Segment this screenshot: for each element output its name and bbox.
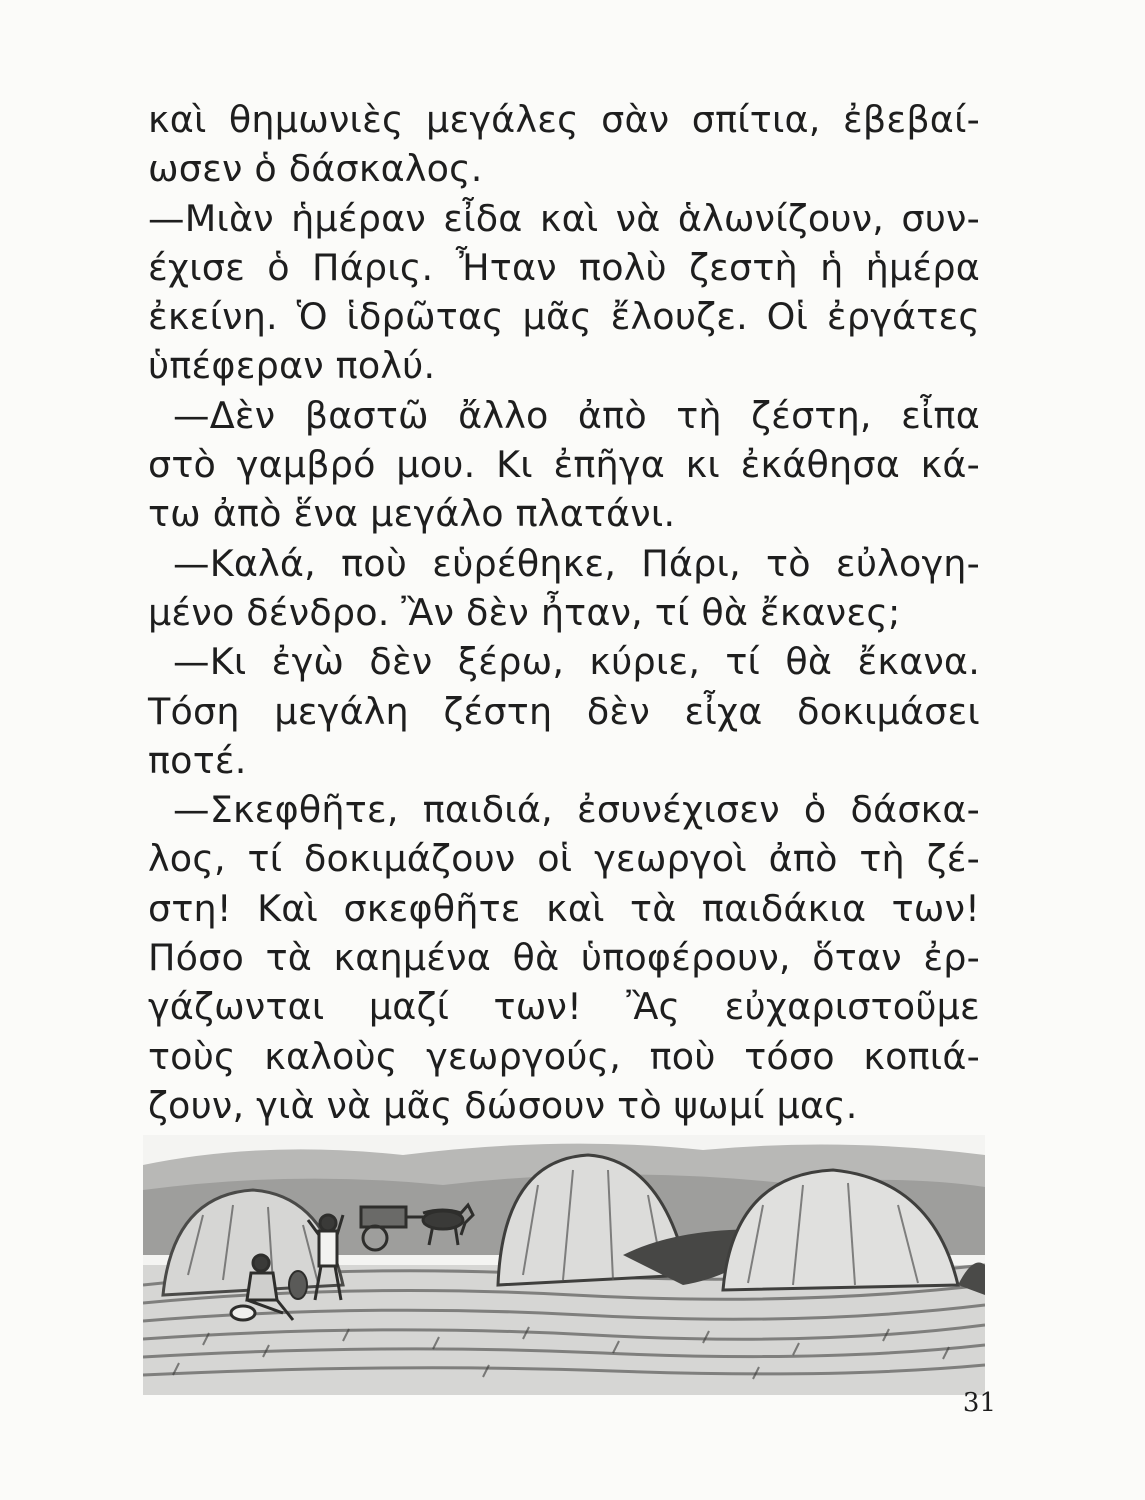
text-line: γάζωνται μαζί των! Ἂς εὐχαριστοῦμε (148, 985, 980, 1029)
text-block (148, 95, 980, 1130)
text-line: ωσεν ὁ δάσκαλος. (148, 147, 483, 191)
text-line: —Μιὰν ἡμέραν εἶδα καὶ νὰ ἁλωνίζουν, συν- (148, 196, 980, 240)
water-jug (289, 1271, 307, 1299)
text-line: ζουν, γιὰ νὰ μᾶς δώσουν τὸ ψωμί μας. (148, 1083, 858, 1127)
text-line: στὸ γαμβρό μου. Κι ἐπῆγα κι ἐκάθησα κά- (148, 443, 980, 487)
text-line: καὶ θημωνιὲς μεγάλες σὰν σπίτια, ἐβεβαί- (148, 98, 980, 141)
text-line: τοὺς καλοὺς γεωργούς, ποὺ τόσο κοπιά- (148, 1034, 980, 1078)
text-line: λος, τί δοκιμάζουν οἱ γεωργοὶ ἀπὸ τὴ ζέ- (148, 837, 980, 881)
text-line: —Σκεφθῆτε, παιδιά, ἐσυνέχισεν ὁ δάσκα- (173, 788, 980, 832)
haystacks-field-illustration (143, 1135, 985, 1395)
text-line: ὑπέφεραν πολύ. (148, 344, 436, 388)
text-line: —Κι ἐγὼ δὲν ξέρω, κύριε, τί θὰ ἔκανα. (173, 640, 980, 684)
text-line: ἐκείνη. Ὁ ἱδρῶτας μᾶς ἔλουζε. Οἱ ἐργάτες (148, 295, 980, 339)
text-line: Πόσο τὰ καημένα θὰ ὑποφέρουν, ὅταν ἐρ- (148, 936, 980, 980)
text-line: Τόση μεγάλη ζέστη δὲν εἶχα δοκιμάσει (148, 689, 980, 733)
text-line: μένο δένδρο. Ἂν δὲν ἦταν, τί θὰ ἔκανες; (148, 590, 901, 634)
text-line: ποτέ. (148, 738, 247, 782)
text-line: στη! Καὶ σκεφθῆτε καὶ τὰ παιδάκια των! (148, 886, 980, 930)
text-line: έχισε ὁ Πάρις. Ἦταν πολὺ ζεστὴ ἡ ἡμέρα (148, 245, 980, 289)
text-line: —Καλά, ποὺ εὑρέθηκε, Πάρι, τὸ εὐλογη- (173, 541, 980, 585)
page-number: 31 (962, 1388, 996, 1418)
text-line: τω ἀπὸ ἕνα μεγάλο πλατάνι. (148, 492, 676, 536)
text-line: —Δὲν βαστῶ ἄλλο ἀπὸ τὴ ζέστη, εἶπα (173, 393, 980, 437)
